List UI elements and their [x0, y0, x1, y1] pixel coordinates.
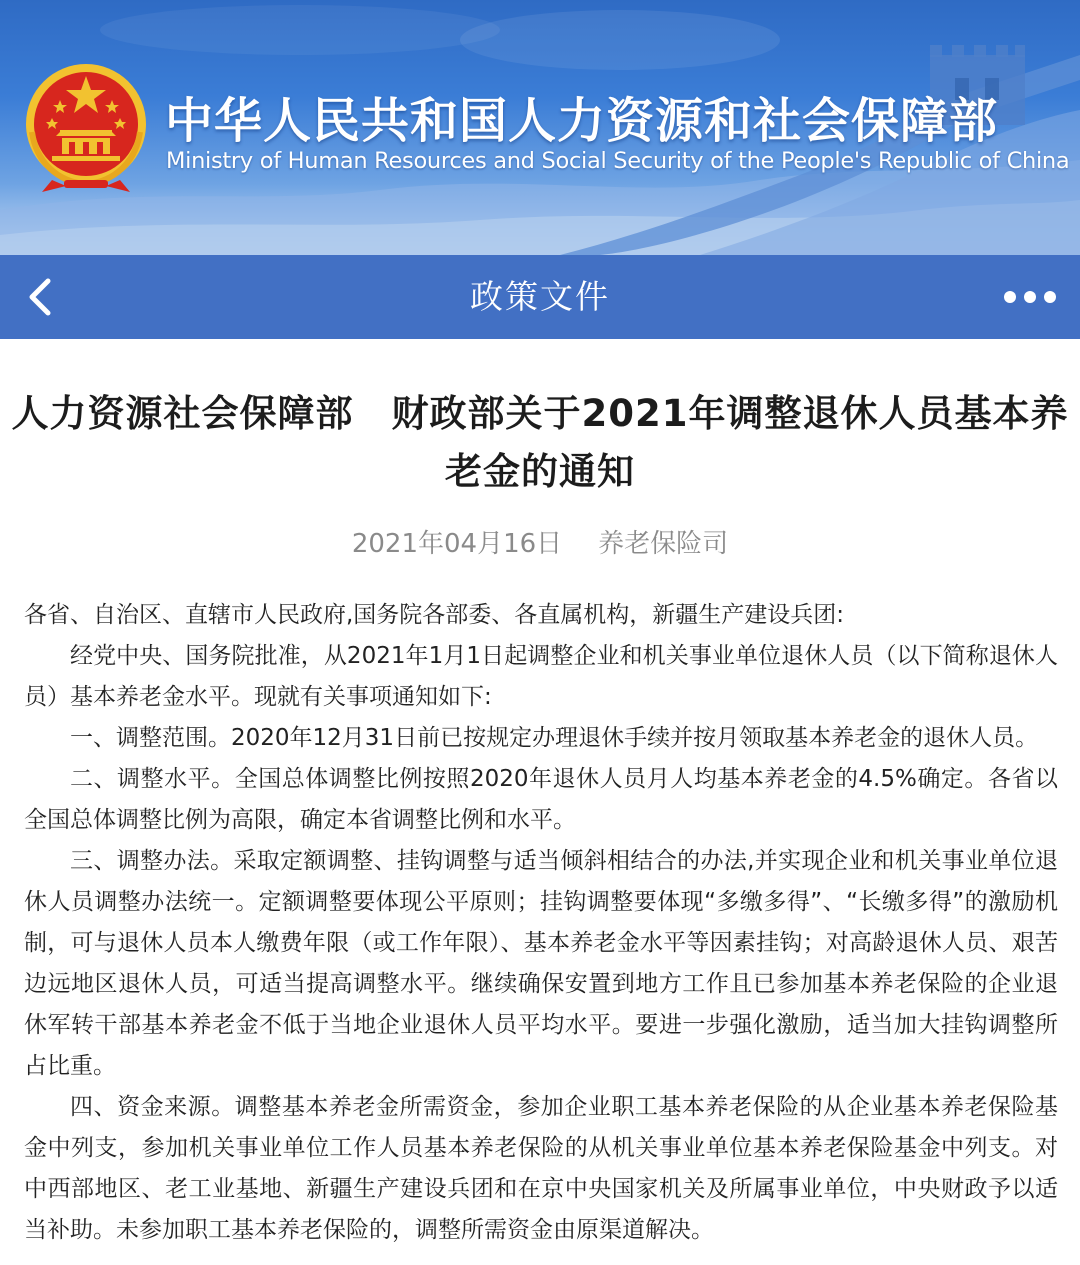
nav-title: 政策文件 [470, 277, 610, 316]
paragraph-method: 三、调整办法。采取定额调整、挂钩调整与适当倾斜相结合的办法,并实现企业和机关事业单位退休人员调整办法统一。定额调整要体现公平原则；挂钩调整要体现“多缴多得”、“长缴多得”的激励机制，可与退休人员本人缴费年限（或工作年限）、基本养老金水平等因素挂钩；对高龄退休人员、艰苦边远地区退休人员，可适当提高调整水平。继续确保安置到地方工作且已参加基本养老保险的企业退休军转干部基本养老金不低于当地企业退休人员平均水平。要进一步强化激励，适当加大挂钩调整所占比重。 [24, 848, 1058, 1079]
ministry-banner [0, 0, 1080, 255]
article-title-line2: 老金的通知 [445, 450, 635, 493]
department-name: 养老保险司 [598, 529, 729, 559]
ministry-name-en: Ministry of Human Resources and Social Security of the People's Republic of China [166, 148, 1070, 174]
more-options-button[interactable] [1000, 277, 1060, 317]
paragraph-funding: 四、资金来源。调整基本养老金所需资金，参加企业职工基本养老保险的从企业基本养老保险基金中列支，参加机关事业单位工作人员基本养老保险的从机关事业单位基本养老保险基金中列支。对中西部地区、老工业基地、新疆生产建设兵团和在京中央国家机关及所属事业单位，中央财政予以适当补助。未参加职工基本养老保险的，调整所需资金由原渠道解决。 [24, 1094, 1058, 1243]
article-body [24, 595, 1058, 1251]
article-title [0, 385, 1080, 501]
salutation: 各省、自治区、直辖市人民政府,国务院各部委、各直属机构，新疆生产建设兵团: [24, 602, 845, 628]
top-nav-bar [0, 255, 1080, 339]
chevron-left-icon [14, 269, 70, 325]
article-title-line1: 人力资源社会保障部 财政部关于2021年调整退休人员基本养 [11, 392, 1069, 435]
article-meta [0, 523, 1080, 560]
ministry-name-cn: 中华人民共和国人力资源和社会保障部 [165, 93, 999, 149]
publish-date: 2021年04月16日 [351, 529, 563, 559]
paragraph-intro: 经党中央、国务院批准，从2021年1月1日起调整企业和机关事业单位退休人员（以下简称退休人员）基本养老金水平。现就有关事项通知如下: [24, 643, 1058, 710]
paragraph-level: 二、调整水平。全国总体调整比例按照2020年退休人员月人均基本养老金的4.5%确定。各省以全国总体调整比例为高限，确定本省调整比例和水平。 [24, 766, 1058, 833]
back-button[interactable] [14, 269, 70, 325]
paragraph-scope: 一、调整范围。2020年12月31日前已按规定办理退休手续并按月领取基本养老金的退休人员。 [70, 725, 1039, 751]
more-dots-icon [1000, 277, 1060, 317]
national-emblem-icon [22, 62, 150, 194]
